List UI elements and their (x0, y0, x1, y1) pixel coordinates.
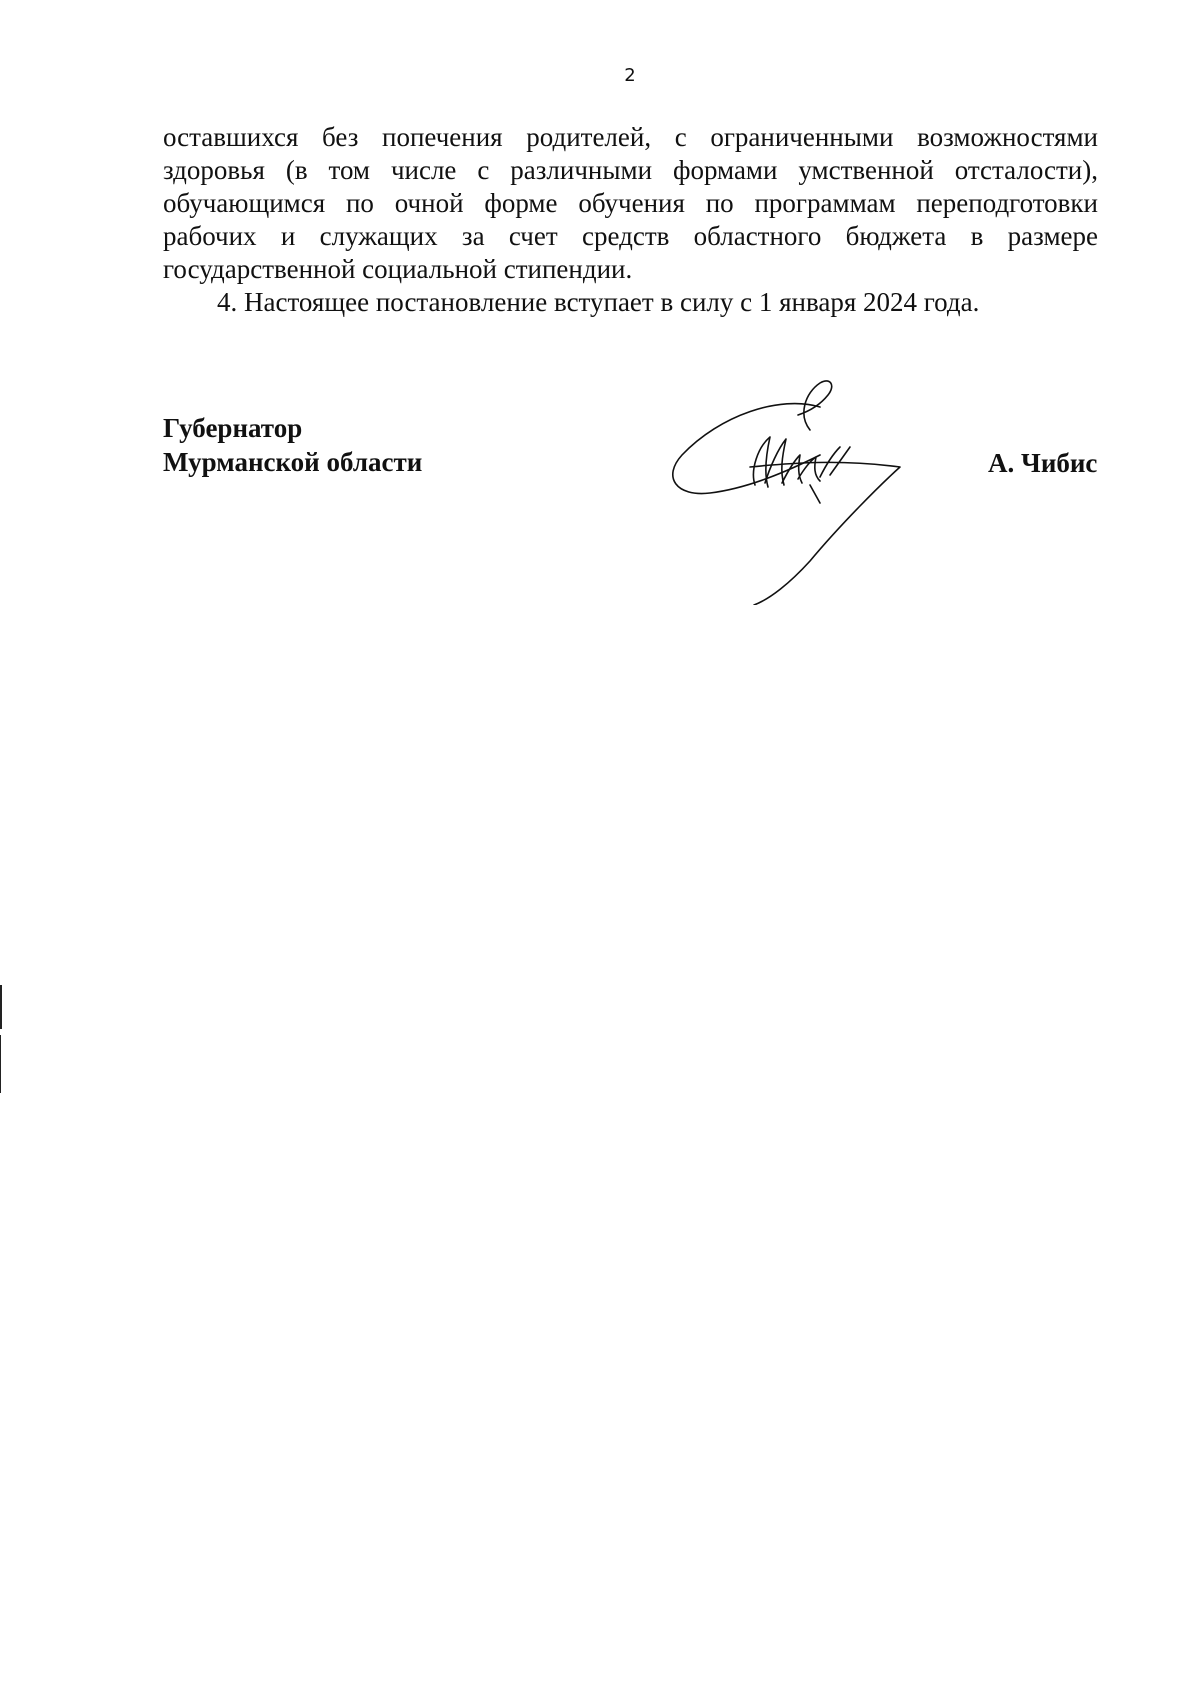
document-body (163, 121, 1098, 319)
text-line: оставшихся без попечения родителей, с ограниченными возможностями (163, 122, 1098, 152)
signatory-title-line-2: Мурманской области (163, 447, 423, 477)
continued-paragraph (163, 121, 1098, 286)
text-line: здоровья (в том числе с различными формами умственной отсталости), (163, 155, 1098, 185)
page-number: 2 (624, 65, 636, 86)
paragraph-4: 4. Настоящее постановление вступает в силу с 1 января 2024 года. (217, 287, 980, 317)
signatory-name: А. Чибис (988, 448, 1098, 478)
scan-margin-marks (0, 985, 4, 1105)
text-line: государственной социальной стипендии. (163, 254, 633, 284)
signatory-title-line-1: Губернатор (163, 413, 303, 443)
signatory-title (163, 411, 422, 479)
text-line: обучающимся по очной форме обучения по программам переподготовки (163, 188, 1098, 218)
scan-mark (0, 1035, 1, 1093)
scan-mark (0, 985, 2, 1029)
text-line: рабочих и служащих за счет средств областного бюджета в размере (163, 221, 1098, 251)
handwritten-signature (670, 375, 930, 605)
